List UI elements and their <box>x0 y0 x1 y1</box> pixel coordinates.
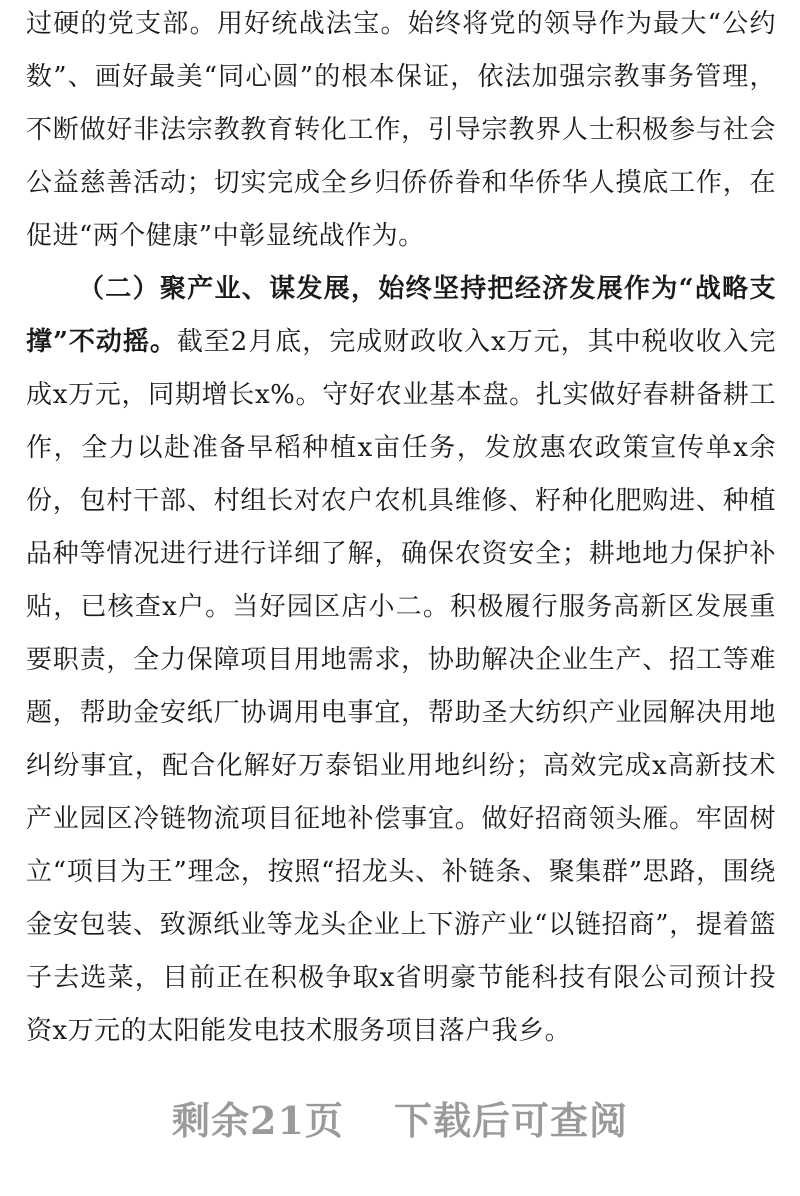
download-hint-text: 下载后可查阅 <box>393 1098 628 1143</box>
download-banner[interactable] <box>0 1090 800 1145</box>
paragraph-economic-development <box>26 263 776 1058</box>
remaining-pages-text: 剩余21页 <box>172 1098 344 1143</box>
section-heading: （二）聚产业、谋发展，始终坚持把经济发展作为“战略支撑”不动摇。 <box>26 274 776 357</box>
paragraph-united-front <box>26 0 776 263</box>
document-body <box>26 0 776 1058</box>
paragraph-text: 过硬的党支部。用好统战法宝。始终将党的领导作为最大“公约数”、画好最美“同心圆”的根本保证，依法加强宗教事务管理，不断做好非法宗教教育转化工作，引导宗教界人士积极参与社会公益慈善活动；切实完成全乡归侨侨眷和华侨华人摸底工作，在促进“两个健康”中彰显统战作为。 <box>26 9 776 251</box>
paragraph-text: 截至2月底，完成财政收入x万元，其中税收收入完成x万元，同期增长x%。守好农业基本盘。扎实做好春耕备耕工作，全力以赴准备早稻种植x亩任务，发放惠农政策宣传单x余份，包村干部、村组长对农户农机具维修、籽种化肥购进、种植品种等情况进行进行详细了解，确保农资安全；耕地地力保护补贴，已核查x户。当好园区店小二。积极履行服务高新区发展重要职责，全力保障项目用地需求，协助解决企业生产、招工等难题，帮助金安纸厂协调用电事宜，帮助圣大纺织产业园解决用地纠纷事宜，配合化解好万泰铝业用地纠纷；高效完成x高新技术产业园区冷链物流项目征地补偿事宜。做好招商领头雁。牢固树立“项目为王”理念，按照“招龙头、补链条、聚集群”思路，围绕金安包装、致源纸业等龙头企业上下游产业“以链招商”，提着篮子去选菜，目前正在积极争取x省明豪节能科技有限公司预计投资x万元的太阳能发电技术服务项目落户我乡。 <box>26 327 776 1046</box>
